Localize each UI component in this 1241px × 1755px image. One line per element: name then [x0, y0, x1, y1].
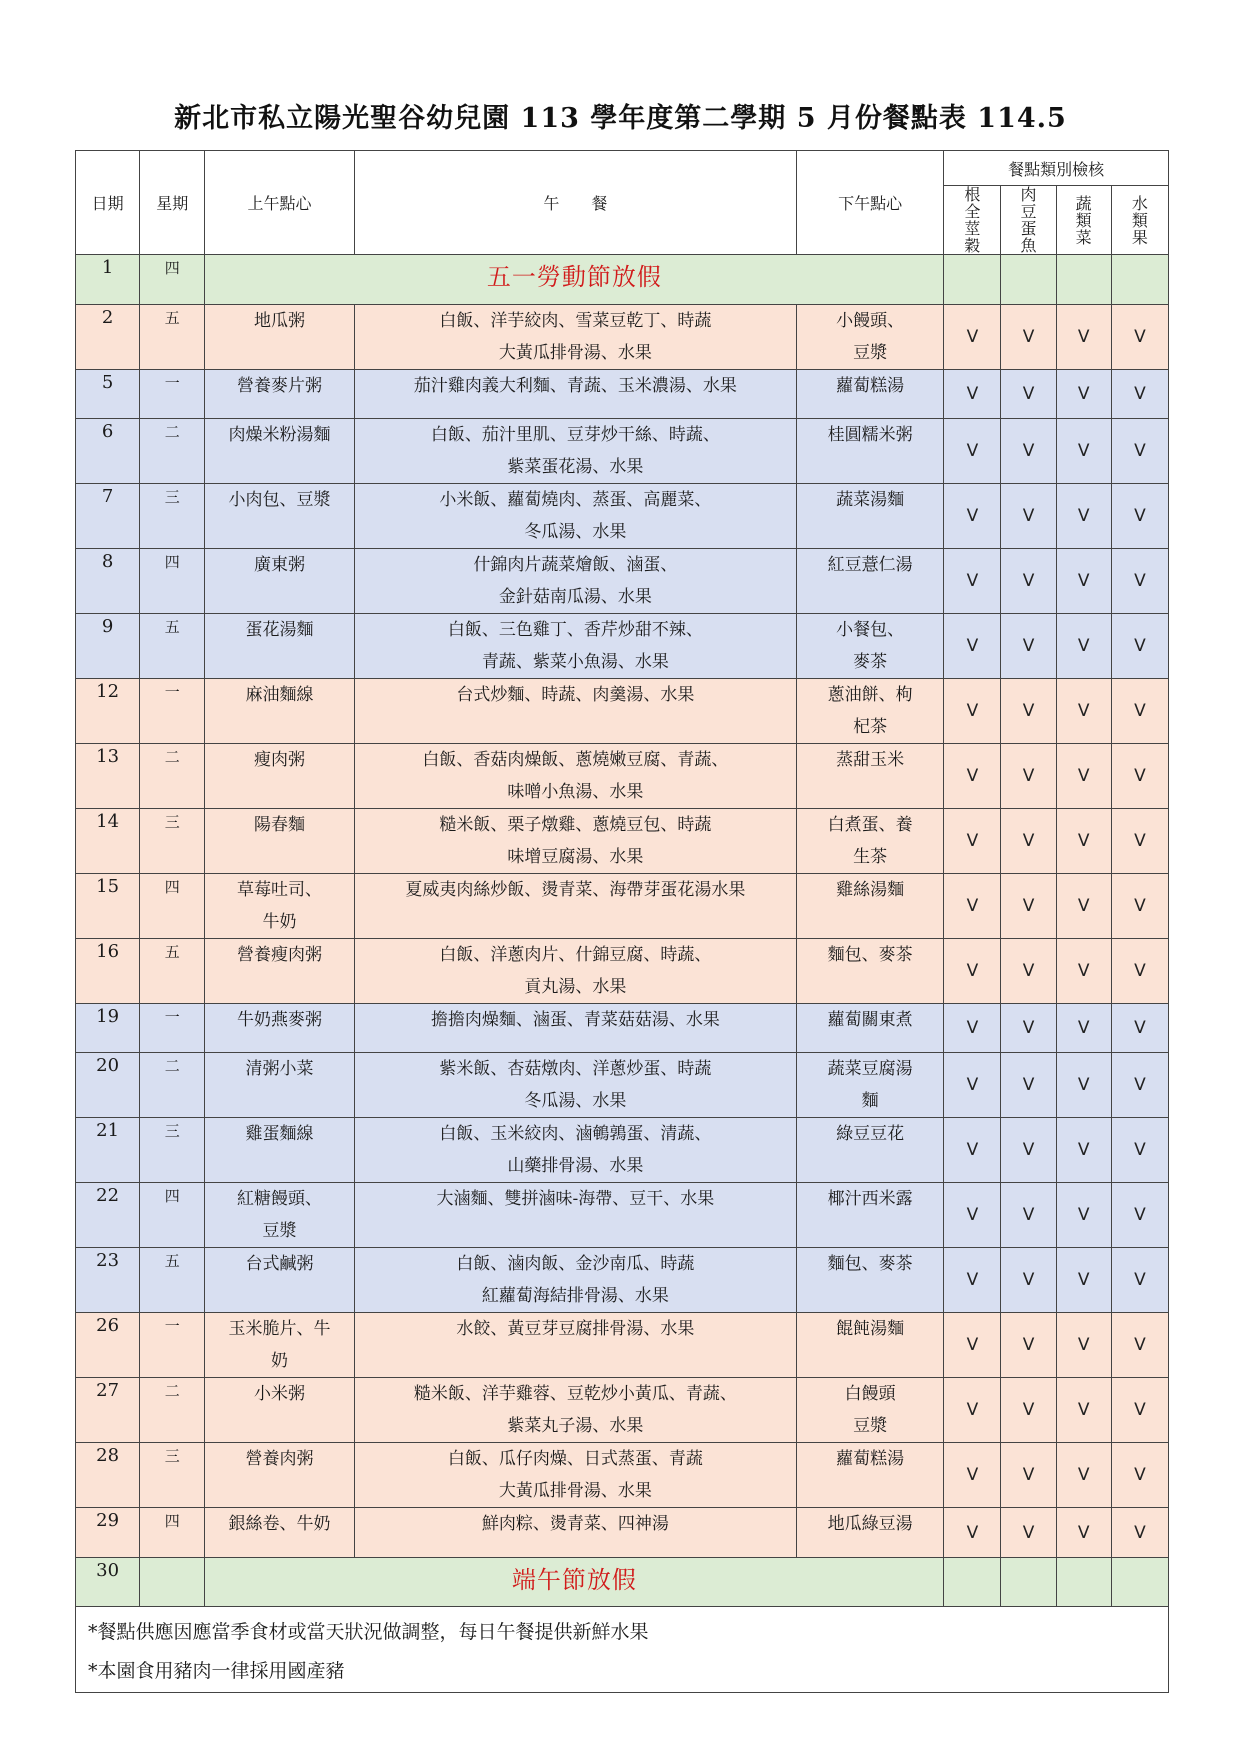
pm-snack-cell: 蔥油餅、枸 杞茶	[796, 679, 943, 744]
table-row	[76, 809, 1169, 874]
table-row	[76, 1313, 1169, 1378]
pm-snack-cell: 蔬菜豆腐湯 麵	[796, 1053, 943, 1118]
weekday-cell: 一	[140, 1313, 205, 1378]
weekday-cell: 三	[140, 1443, 205, 1508]
date-cell: 29	[76, 1508, 140, 1558]
am-snack-cell: 雞蛋麵線	[205, 1118, 354, 1183]
lunch-cell: 白飯、三色雞丁、香芹炒甜不辣、 青蔬、紫菜小魚湯、水果	[354, 614, 796, 679]
weekday-cell: 五	[140, 939, 205, 1004]
lunch-cell: 白飯、茄汁里肌、豆芽炒干絲、時蔬、 紫菜蛋花湯、水果	[354, 419, 796, 484]
check-cell: V	[1111, 939, 1168, 1004]
check-cell: V	[1056, 305, 1111, 370]
weekday-cell: 四	[140, 255, 205, 305]
pm-snack-cell: 蘿蔔關東煮	[796, 1004, 943, 1053]
check-cell	[1111, 1558, 1168, 1607]
date-cell: 19	[76, 1004, 140, 1053]
am-snack-cell: 台式鹹粥	[205, 1248, 354, 1313]
check-cell: V	[1001, 614, 1056, 679]
check-cell: V	[1111, 1118, 1168, 1183]
header-date: 日期	[76, 151, 140, 255]
lunch-cell: 糙米飯、洋芋雞蓉、豆乾炒小黃瓜、青蔬、 紫菜丸子湯、水果	[354, 1378, 796, 1443]
header-cat-fruit: 水類果	[1111, 186, 1168, 255]
lunch-cell: 糙米飯、栗子燉雞、蔥燒豆包、時蔬 味增豆腐湯、水果	[354, 809, 796, 874]
check-cell: V	[1056, 370, 1111, 419]
check-cell	[1111, 255, 1168, 305]
check-cell: V	[1111, 744, 1168, 809]
header-am-snack: 上午點心	[205, 151, 354, 255]
lunch-cell: 白飯、滷肉飯、金沙南瓜、時蔬 紅蘿蔔海結排骨湯、水果	[354, 1248, 796, 1313]
am-snack-cell: 銀絲卷、牛奶	[205, 1508, 354, 1558]
am-snack-cell: 營養瘦肉粥	[205, 939, 354, 1004]
check-cell: V	[944, 1443, 1001, 1508]
check-cell	[1056, 1558, 1111, 1607]
check-cell: V	[1001, 1118, 1056, 1183]
check-cell: V	[1001, 679, 1056, 744]
table-row	[76, 1183, 1169, 1248]
date-cell: 16	[76, 939, 140, 1004]
table-row	[76, 744, 1169, 809]
weekday-cell: 一	[140, 370, 205, 419]
date-cell: 23	[76, 1248, 140, 1313]
date-cell: 8	[76, 549, 140, 614]
check-cell: V	[1001, 484, 1056, 549]
weekday-cell: 二	[140, 1378, 205, 1443]
pm-snack-cell: 麵包、麥茶	[796, 1248, 943, 1313]
check-cell: V	[1111, 1508, 1168, 1558]
am-snack-cell: 瘦肉粥	[205, 744, 354, 809]
table-row	[76, 679, 1169, 744]
lunch-cell: 茄汁雞肉義大利麵、青蔬、玉米濃湯、水果	[354, 370, 796, 419]
lunch-cell: 白飯、香菇肉燥飯、蔥燒嫩豆腐、青蔬、 味噌小魚湯、水果	[354, 744, 796, 809]
weekday-cell: 二	[140, 419, 205, 484]
check-cell: V	[1111, 614, 1168, 679]
am-snack-cell: 清粥小菜	[205, 1053, 354, 1118]
am-snack-cell: 麻油麵線	[205, 679, 354, 744]
check-cell: V	[1111, 370, 1168, 419]
check-cell: V	[1056, 484, 1111, 549]
weekday-cell: 四	[140, 1183, 205, 1248]
holiday-cell: 端午節放假	[205, 1558, 944, 1607]
table-row	[76, 549, 1169, 614]
weekday-cell: 三	[140, 809, 205, 874]
weekday-cell: 四	[140, 874, 205, 939]
date-cell: 28	[76, 1443, 140, 1508]
am-snack-cell: 紅糖饅頭、 豆漿	[205, 1183, 354, 1248]
check-cell: V	[944, 1248, 1001, 1313]
am-snack-cell: 營養麥片粥	[205, 370, 354, 419]
header-cat-vegetable: 蔬類菜	[1056, 186, 1111, 255]
check-cell: V	[1111, 305, 1168, 370]
table-row	[76, 305, 1169, 370]
table-row	[76, 370, 1169, 419]
check-cell: V	[1111, 679, 1168, 744]
check-cell: V	[1001, 419, 1056, 484]
am-snack-cell: 陽春麵	[205, 809, 354, 874]
check-cell: V	[1111, 809, 1168, 874]
check-cell: V	[944, 419, 1001, 484]
am-snack-cell: 小肉包、豆漿	[205, 484, 354, 549]
table-row	[76, 484, 1169, 549]
check-cell: V	[1111, 874, 1168, 939]
check-cell: V	[1001, 1248, 1056, 1313]
check-cell: V	[1001, 1508, 1056, 1558]
check-cell: V	[1001, 939, 1056, 1004]
check-cell: V	[944, 1508, 1001, 1558]
date-cell: 20	[76, 1053, 140, 1118]
lunch-cell: 夏威夷肉絲炒飯、燙青菜、海帶芽蛋花湯水果	[354, 874, 796, 939]
check-cell: V	[1056, 1004, 1111, 1053]
check-cell: V	[944, 1378, 1001, 1443]
check-cell: V	[944, 305, 1001, 370]
pm-snack-cell: 小饅頭、 豆漿	[796, 305, 943, 370]
check-cell: V	[1001, 1183, 1056, 1248]
holiday-cell: 五一勞動節放假	[205, 255, 944, 305]
page-title: 新北市私立陽光聖谷幼兒園 113 學年度第二學期 5 月份餐點表 114.5	[174, 103, 1067, 134]
table-row	[76, 1053, 1169, 1118]
lunch-cell: 什錦肉片蔬菜燴飯、滷蛋、 金針菇南瓜湯、水果	[354, 549, 796, 614]
header-cat-protein: 肉豆蛋魚	[1001, 186, 1056, 255]
date-cell: 2	[76, 305, 140, 370]
check-cell: V	[944, 1183, 1001, 1248]
weekday-cell: 二	[140, 744, 205, 809]
check-cell	[1001, 1558, 1056, 1607]
table-row	[76, 1378, 1169, 1443]
check-cell	[1056, 255, 1111, 305]
check-cell: V	[944, 1004, 1001, 1053]
date-cell: 26	[76, 1313, 140, 1378]
check-cell: V	[1001, 549, 1056, 614]
weekday-cell: 五	[140, 1248, 205, 1313]
date-cell: 5	[76, 370, 140, 419]
check-cell	[1001, 255, 1056, 305]
am-snack-cell: 蛋花湯麵	[205, 614, 354, 679]
check-cell: V	[944, 809, 1001, 874]
header-cat-grain: 根全莖穀	[944, 186, 1001, 255]
check-cell: V	[1056, 419, 1111, 484]
table-row	[76, 1558, 1169, 1607]
check-cell: V	[1056, 679, 1111, 744]
check-cell: V	[1056, 809, 1111, 874]
check-cell: V	[1056, 1248, 1111, 1313]
date-cell: 21	[76, 1118, 140, 1183]
check-cell: V	[1001, 305, 1056, 370]
weekday-cell	[140, 1558, 205, 1607]
check-cell: V	[1111, 1248, 1168, 1313]
table-row	[76, 419, 1169, 484]
check-cell: V	[1001, 1313, 1056, 1378]
pm-snack-cell: 蔬菜湯麵	[796, 484, 943, 549]
header-check-group: 餐點類別檢核	[944, 151, 1169, 186]
am-snack-cell: 牛奶燕麥粥	[205, 1004, 354, 1053]
check-cell: V	[944, 1118, 1001, 1183]
check-cell: V	[944, 744, 1001, 809]
check-cell: V	[1001, 1053, 1056, 1118]
note-1: *餐點供應因應當季食材或當天狀況做調整，每日午餐提供新鮮水果	[88, 1621, 649, 1643]
check-cell: V	[1056, 744, 1111, 809]
pm-snack-cell: 雞絲湯麵	[796, 874, 943, 939]
am-snack-cell: 小米粥	[205, 1378, 354, 1443]
pm-snack-cell: 白饅頭 豆漿	[796, 1378, 943, 1443]
pm-snack-cell: 紅豆薏仁湯	[796, 549, 943, 614]
check-cell: V	[1056, 549, 1111, 614]
lunch-cell: 紫米飯、杏菇燉肉、洋蔥炒蛋、時蔬 冬瓜湯、水果	[354, 1053, 796, 1118]
pm-snack-cell: 蘿蔔糕湯	[796, 1443, 943, 1508]
am-snack-cell: 廣東粥	[205, 549, 354, 614]
lunch-cell: 白飯、洋芋絞肉、雪菜豆乾丁、時蔬 大黃瓜排骨湯、水果	[354, 305, 796, 370]
am-snack-cell: 營養肉粥	[205, 1443, 354, 1508]
check-cell: V	[1111, 1183, 1168, 1248]
check-cell: V	[1056, 1508, 1111, 1558]
weekday-cell: 五	[140, 614, 205, 679]
check-cell: V	[1001, 1443, 1056, 1508]
pm-snack-cell: 地瓜綠豆湯	[796, 1508, 943, 1558]
weekday-cell: 四	[140, 1508, 205, 1558]
lunch-cell: 鮮肉粽、燙青菜、四神湯	[354, 1508, 796, 1558]
check-cell: V	[1111, 1443, 1168, 1508]
pm-snack-cell: 綠豆豆花	[796, 1118, 943, 1183]
lunch-cell: 小米飯、蘿蔔燒肉、蒸蛋、高麗菜、 冬瓜湯、水果	[354, 484, 796, 549]
check-cell: V	[1001, 874, 1056, 939]
table-row	[76, 874, 1169, 939]
check-cell: V	[1001, 744, 1056, 809]
table-row	[76, 614, 1169, 679]
check-cell: V	[1056, 1053, 1111, 1118]
pm-snack-cell: 椰汁西米露	[796, 1183, 943, 1248]
check-cell: V	[944, 370, 1001, 419]
date-cell: 30	[76, 1558, 140, 1607]
date-cell: 13	[76, 744, 140, 809]
table-row	[76, 939, 1169, 1004]
header-lunch: 午 餐	[354, 151, 796, 255]
note-2: *本園食用豬肉一律採用國產豬	[88, 1660, 345, 1682]
check-cell: V	[1111, 419, 1168, 484]
check-cell: V	[944, 614, 1001, 679]
am-snack-cell: 草莓吐司、 牛奶	[205, 874, 354, 939]
weekday-cell: 一	[140, 679, 205, 744]
check-cell: V	[1056, 614, 1111, 679]
weekday-cell: 一	[140, 1004, 205, 1053]
pm-snack-cell: 桂圓糯米粥	[796, 419, 943, 484]
table-row	[76, 1508, 1169, 1558]
check-cell: V	[944, 1053, 1001, 1118]
pm-snack-cell: 麵包、麥茶	[796, 939, 943, 1004]
table-row	[76, 1004, 1169, 1053]
pm-snack-cell: 蘿蔔糕湯	[796, 370, 943, 419]
check-cell: V	[944, 679, 1001, 744]
check-cell: V	[1056, 1378, 1111, 1443]
check-cell: V	[1001, 1004, 1056, 1053]
table-row	[76, 1443, 1169, 1508]
am-snack-cell: 地瓜粥	[205, 305, 354, 370]
check-cell: V	[1056, 1118, 1111, 1183]
weekday-cell: 五	[140, 305, 205, 370]
date-cell: 22	[76, 1183, 140, 1248]
lunch-cell: 白飯、玉米絞肉、滷鵪鶉蛋、清蔬、 山藥排骨湯、水果	[354, 1118, 796, 1183]
lunch-cell: 大滷麵、雙拼滷味-海帶、豆干、水果	[354, 1183, 796, 1248]
check-cell: V	[1111, 484, 1168, 549]
header-weekday: 星期	[140, 151, 205, 255]
pm-snack-cell: 餛飩湯麵	[796, 1313, 943, 1378]
am-snack-cell: 玉米脆片、牛 奶	[205, 1313, 354, 1378]
pm-snack-cell: 小餐包、 麥茶	[796, 614, 943, 679]
date-cell: 6	[76, 419, 140, 484]
date-cell: 1	[76, 255, 140, 305]
check-cell: V	[944, 484, 1001, 549]
check-cell	[944, 255, 1001, 305]
table-row	[76, 255, 1169, 305]
check-cell: V	[1111, 1378, 1168, 1443]
header-pm-snack: 下午點心	[796, 151, 943, 255]
check-cell: V	[944, 874, 1001, 939]
check-cell: V	[1056, 939, 1111, 1004]
date-cell: 9	[76, 614, 140, 679]
lunch-cell: 水餃、黃豆芽豆腐排骨湯、水果	[354, 1313, 796, 1378]
table-row	[76, 1118, 1169, 1183]
lunch-cell: 擔擔肉燥麵、滷蛋、青菜菇菇湯、水果	[354, 1004, 796, 1053]
pm-snack-cell: 蒸甜玉米	[796, 744, 943, 809]
check-cell	[944, 1558, 1001, 1607]
check-cell: V	[944, 939, 1001, 1004]
check-cell: V	[1001, 370, 1056, 419]
check-cell: V	[1056, 1183, 1111, 1248]
table-row	[76, 1248, 1169, 1313]
weekday-cell: 三	[140, 1118, 205, 1183]
date-cell: 14	[76, 809, 140, 874]
check-cell: V	[1111, 1313, 1168, 1378]
meal-table	[75, 150, 1169, 1693]
check-cell: V	[1001, 1378, 1056, 1443]
check-cell: V	[1056, 1313, 1111, 1378]
weekday-cell: 四	[140, 549, 205, 614]
notes-cell	[76, 1607, 1169, 1693]
date-cell: 7	[76, 484, 140, 549]
weekday-cell: 二	[140, 1053, 205, 1118]
check-cell: V	[944, 1313, 1001, 1378]
lunch-cell: 台式炒麵、時蔬、肉羹湯、水果	[354, 679, 796, 744]
check-cell: V	[1056, 1443, 1111, 1508]
lunch-cell: 白飯、瓜仔肉燥、日式蒸蛋、青蔬 大黃瓜排骨湯、水果	[354, 1443, 796, 1508]
am-snack-cell: 肉燥米粉湯麵	[205, 419, 354, 484]
pm-snack-cell: 白煮蛋、養 生茶	[796, 809, 943, 874]
lunch-cell: 白飯、洋蔥肉片、什錦豆腐、時蔬、 貢丸湯、水果	[354, 939, 796, 1004]
check-cell: V	[1111, 1053, 1168, 1118]
date-cell: 12	[76, 679, 140, 744]
date-cell: 15	[76, 874, 140, 939]
date-cell: 27	[76, 1378, 140, 1443]
check-cell: V	[1001, 809, 1056, 874]
check-cell: V	[1056, 874, 1111, 939]
check-cell: V	[944, 549, 1001, 614]
weekday-cell: 三	[140, 484, 205, 549]
check-cell: V	[1111, 1004, 1168, 1053]
check-cell: V	[1111, 549, 1168, 614]
